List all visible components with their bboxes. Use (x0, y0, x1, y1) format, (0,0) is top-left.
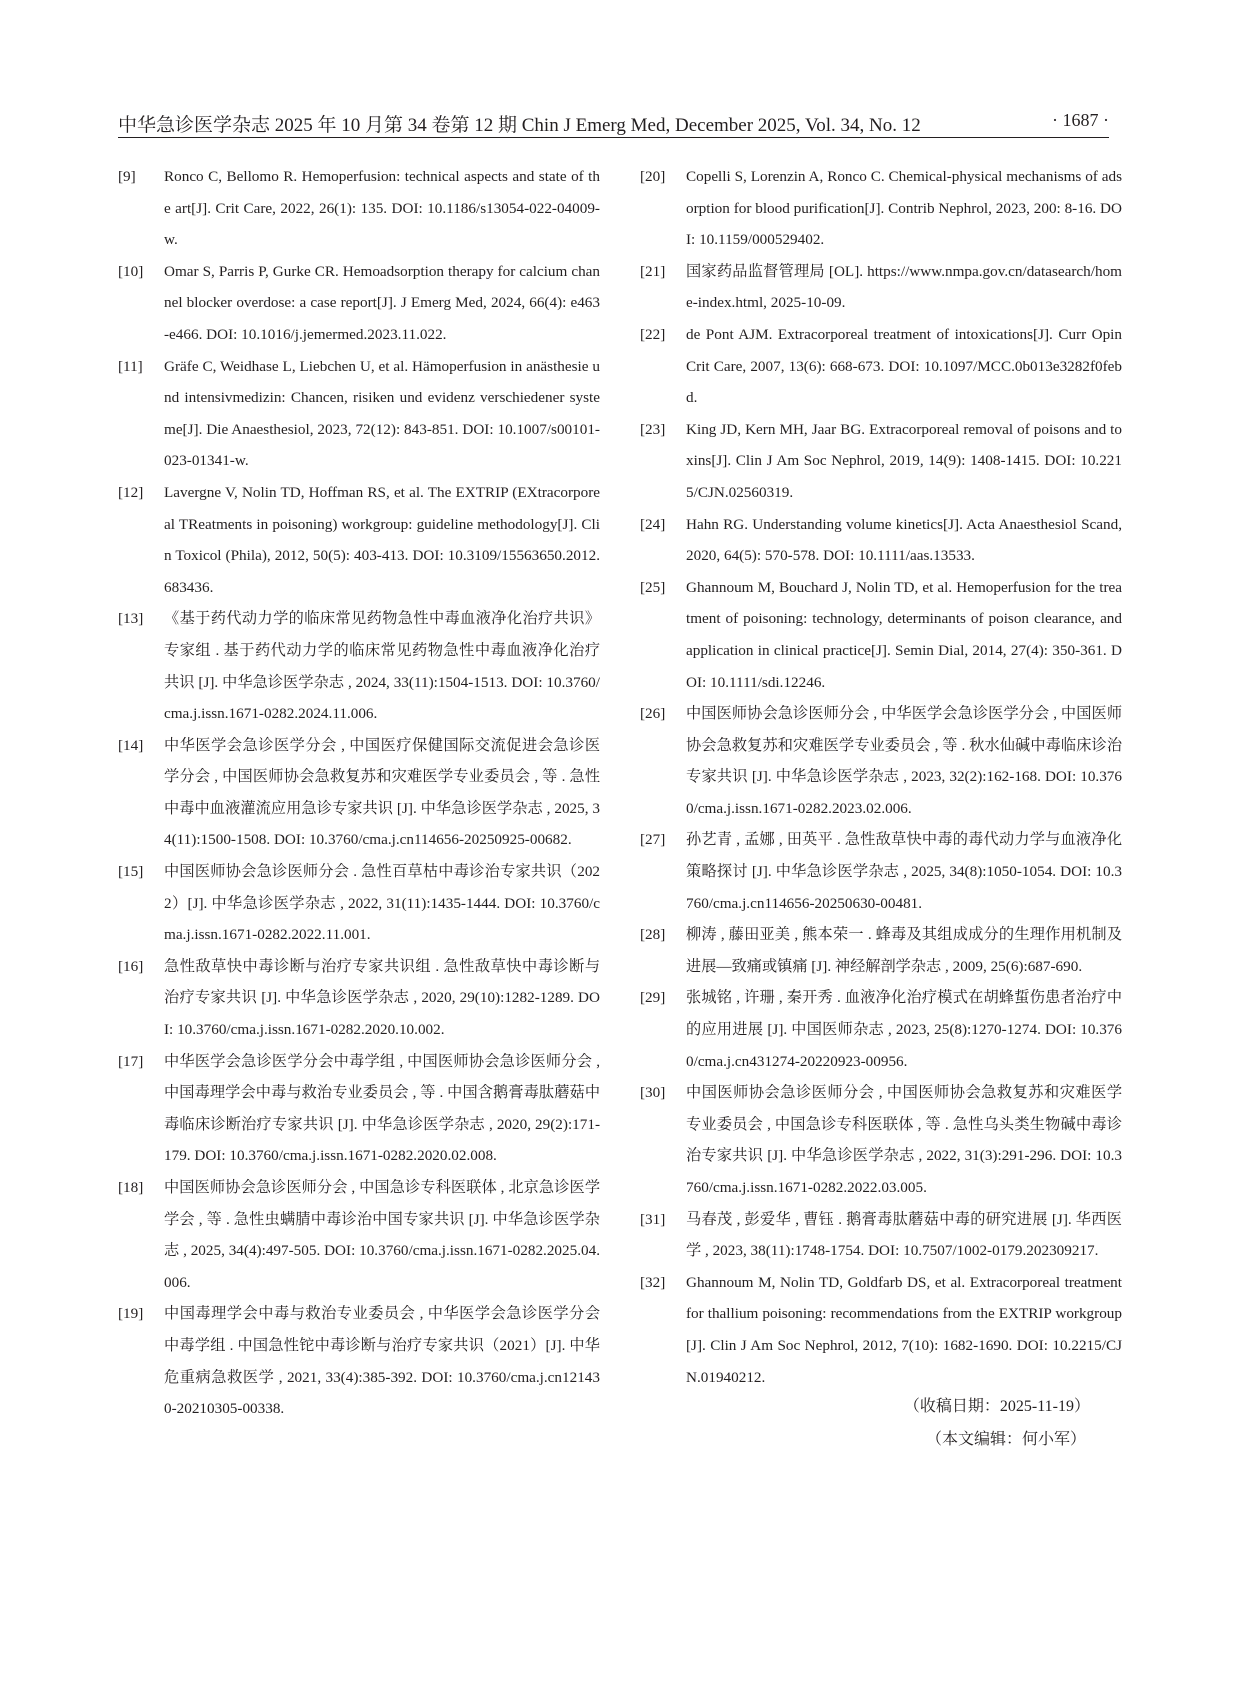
reference-text: Ghannoum M, Nolin TD, Goldfarb DS, et al. Extracorporeal treatment for thallium poisoning: recommendations from the EXTRIP workgroup[J]. Clin J Am Soc Nephrol, 2012, 7(10): 1682-1690. DOI: 10.2215/CJN.01940212. (686, 1273, 1122, 1386)
reference-number: [29] (640, 989, 666, 1007)
reference-text: King JD, Kern MH, Jaar BG. Extracorporeal removal of poisons and toxins[J]. Clin J Am Soc Nephrol, 2019, 14(9): 1408-1415. DOI: 10.2215/CJN.02560319. (686, 420, 1122, 501)
reference-item (118, 1298, 600, 1424)
reference-item (118, 351, 600, 477)
reference-text: 中国医师协会急诊医师分会 , 中国急诊专科医联体 , 北京急诊医学学会 , 等 . 急性虫螨腈中毒诊治中国专家共识 [J]. 中华急诊医学杂志 , 2025, 34(4):497-505. DOI: 10.3760/cma.j.issn.1671-0282.2025.04.006. (164, 1179, 600, 1291)
reference-number: [11] (118, 357, 143, 375)
reference-item (640, 414, 1122, 509)
reference-number: [23] (640, 420, 666, 438)
reference-item (640, 1077, 1122, 1203)
reference-item (118, 951, 600, 1046)
reference-item (640, 1267, 1122, 1393)
reference-item (640, 319, 1122, 414)
reference-text: Lavergne V, Nolin TD, Hoffman RS, et al. The EXTRIP (EXtracorporeal TReatments in poisoning) workgroup: guideline methodology[J]. Clin Toxicol (Phila), 2012, 50(5): 403-413. DOI: 10.3109/15563650.2012.683436. (164, 483, 600, 596)
reference-text: 中华医学会急诊医学分会 , 中国医疗保健国际交流促进会急诊医学分会 , 中国医师协会急救复苏和灾难医学专业委员会 , 等 . 急性中毒中血液灌流应用急诊专家共识 [J]. 中华急诊医学杂志 , 2025, 34(11):1500-1508. DOI: 10.3760/cma.j.cn114656-20250925-00682. (164, 736, 600, 849)
reference-number: [19] (118, 1305, 144, 1323)
reference-text: 中华医学会急诊医学分会中毒学组 , 中国医师协会急诊医师分会 , 中国毒理学会中毒与救治专业委员会 , 等 . 中国含鹅膏毒肽蘑菇中毒临床诊断治疗专家共识 [J]. 中华急诊医学杂志 , 2020, 29(2):171-179. DOI: 10.3760/cma.j.issn.1671-0282.2020.02.008. (164, 1052, 600, 1165)
reference-item (118, 856, 600, 951)
reference-item (640, 919, 1122, 982)
reference-item (640, 161, 1122, 256)
reference-number: [26] (640, 705, 666, 723)
running-header (118, 107, 1109, 138)
reference-column-right (640, 161, 1122, 1393)
reference-column-left (118, 161, 600, 1425)
reference-text: Ronco C, Bellomo R. Hemoperfusion: technical aspects and state of the art[J]. Crit Care, 2022, 26(1): 135. DOI: 10.1186/s13054-022-04009-w. (164, 168, 600, 249)
reference-number: [9] (118, 168, 136, 185)
reference-text: 孙艺青 , 孟娜 , 田英平 . 急性敌草快中毒的毒代动力学与血液净化策略探讨 [J]. 中华急诊医学杂志 , 2025, 34(8):1050-1054. DOI: 10.3760/cma.j.cn114656-20250630-00481. (686, 831, 1122, 912)
reference-number: [22] (640, 325, 666, 343)
reference-text: Copelli S, Lorenzin A, Ronco C. Chemical-physical mechanisms of adsorption for blood purification[J]. Contrib Nephrol, 2023, 200: 8-16. DOI: 10.1159/000529402. (686, 168, 1122, 249)
reference-number: [12] (118, 483, 144, 501)
reference-text: Omar S, Parris P, Gurke CR. Hemoadsorption therapy for calcium channel blocker overdose: a case report[J]. J Emerg Med, 2024, 66(4): e463-e466. DOI: 10.1016/j.jemermed.2023.11.022. (164, 262, 600, 343)
reference-number: [13] (118, 610, 144, 628)
reference-text: 中国医师协会急诊医师分会 , 中华医学会急诊医学分会 , 中国医师协会急救复苏和灾难医学专业委员会 , 等 . 秋水仙碱中毒临床诊治专家共识 [J]. 中华急诊医学杂志 , 2023, 32(2):162-168. DOI: 10.3760/cma.j.issn.1671-0282.2023.02.006. (686, 705, 1122, 817)
reference-number: [27] (640, 831, 666, 849)
reference-item (118, 1172, 600, 1298)
reference-number: [18] (118, 1179, 144, 1196)
reference-item (118, 161, 600, 256)
received-date: （收稿日期：2025-11-19） (903, 1398, 1090, 1415)
reference-item (640, 572, 1122, 698)
reference-item (118, 730, 600, 856)
reference-number: [14] (118, 736, 144, 754)
reference-text: 柳涛 , 藤田亚美 , 熊本荣一 . 蜂毒及其组成成分的生理作用机制及进展—致痛或镇痛 [J]. 神经解剖学杂志 , 2009, 25(6):687-690. (686, 926, 1122, 975)
reference-number: [24] (640, 515, 666, 533)
reference-number: [15] (118, 863, 144, 881)
reference-item (640, 256, 1122, 319)
reference-number: [16] (118, 957, 144, 975)
reference-number: [21] (640, 262, 666, 280)
reference-number: [25] (640, 578, 666, 596)
reference-text: Gräfe C, Weidhase L, Liebchen U, et al. Hämoperfusion in anästhesie und intensivmedizin: Chancen, risiken und evidenz verschiedener systeme[J]. Die Anaesthesiol, 2023, 72(12): 843-851. DOI: 10.1007/s00101-023-01341-w. (164, 357, 600, 470)
reference-item (118, 1046, 600, 1172)
journal-running-title: 中华急诊医学杂志 2025 年 10 月第 34 卷第 12 期 Chin J Emerg Med, December 2025, Vol. 34, No. 12 (118, 115, 921, 136)
reference-number: [30] (640, 1084, 666, 1102)
reference-item (640, 982, 1122, 1077)
reference-item (640, 1204, 1122, 1267)
reference-text: Ghannoum M, Bouchard J, Nolin TD, et al. Hemoperfusion for the treatment of poisoning: technology, determinants of poison clearance, and application in clinical practice[J]. Semin Dial, 2014, 27(4): 350-361. DOI: 10.1111/sdi.12246. (686, 578, 1122, 691)
reference-text: 《基于药代动力学的临床常见药物急性中毒血液净化治疗共识》专家组 . 基于药代动力学的临床常见药物急性中毒血液净化治疗共识 [J]. 中华急诊医学杂志 , 2024, 33(11):1504-1513. DOI: 10.3760/cma.j.issn.1671-0282.2024.11.006. (164, 610, 600, 723)
reference-text: 中国毒理学会中毒与救治专业委员会 , 中华医学会急诊医学分会中毒学组 . 中国急性铊中毒诊断与治疗专家共识（2021）[J]. 中华危重病急救医学 , 2021, 33(4):385-392. DOI: 10.3760/cma.j.cn121430-20210305-00338. (164, 1305, 600, 1418)
reference-number: [17] (118, 1052, 144, 1070)
reference-text: 急性敌草快中毒诊断与治疗专家共识组 . 急性敌草快中毒诊断与治疗专家共识 [J]. 中华急诊医学杂志 , 2020, 29(10):1282-1289. DOI: 10.3760/cma.j.issn.1671-0282.2020.10.002. (164, 957, 600, 1039)
reference-number: [31] (640, 1210, 666, 1228)
reference-number: [28] (640, 926, 666, 944)
reference-item (118, 603, 600, 729)
reference-number: [20] (640, 168, 666, 185)
reference-number: [10] (118, 262, 144, 280)
page-number: · 1687 · (1052, 110, 1109, 130)
reference-text: Hahn RG. Understanding volume kinetics[J]. Acta Anaesthesiol Scand, 2020, 64(5): 570-578. DOI: 10.1111/aas.13533. (686, 515, 1122, 565)
reference-text: 张城铭 , 许珊 , 秦开秀 . 血液净化治疗模式在胡蜂蜇伤患者治疗中的应用进展 [J]. 中国医师杂志 , 2023, 25(8):1270-1274. DOI: 10.3760/cma.j.cn431274-20220923-00956. (686, 989, 1122, 1070)
reference-item (118, 477, 600, 603)
reference-item (640, 698, 1122, 824)
reference-item (118, 256, 600, 351)
article-editor: （本文编辑：何小军） (925, 1431, 1086, 1448)
reference-text: 中国医师协会急诊医师分会 , 中国医师协会急救复苏和灾难医学专业委员会 , 中国急诊专科医联体 , 等 . 急性乌头类生物碱中毒诊治专家共识 [J]. 中华急诊医学杂志 , 2022, 31(3):291-296. DOI: 10.3760/cma.j.issn.1671-0282.2022.03.005. (686, 1084, 1122, 1196)
reference-text: 国家药品监督管理局 [OL]. https://www.nmpa.gov.cn/datasearch/home-index.html, 2025-10-09. (686, 262, 1122, 312)
reference-number: [32] (640, 1273, 666, 1291)
reference-item (640, 509, 1122, 572)
reference-text: 马春茂 , 彭爱华 , 曹钰 . 鹅膏毒肽蘑菇中毒的研究进展 [J]. 华西医学 , 2023, 38(11):1748-1754. DOI: 10.7507/1002-0179.202309217. (686, 1210, 1122, 1260)
reference-text: de Pont AJM. Extracorporeal treatment of intoxications[J]. Curr Opin Crit Care, 2007, 13(6): 668-673. DOI: 10.1097/MCC.0b013e3282f0febd. (686, 325, 1122, 407)
reference-text: 中国医师协会急诊医师分会 . 急性百草枯中毒诊治专家共识（2022）[J]. 中华急诊医学杂志 , 2022, 31(11):1435-1444. DOI: 10.3760/cma.j.issn.1671-0282.2022.11.001. (164, 863, 600, 944)
reference-item (640, 824, 1122, 919)
